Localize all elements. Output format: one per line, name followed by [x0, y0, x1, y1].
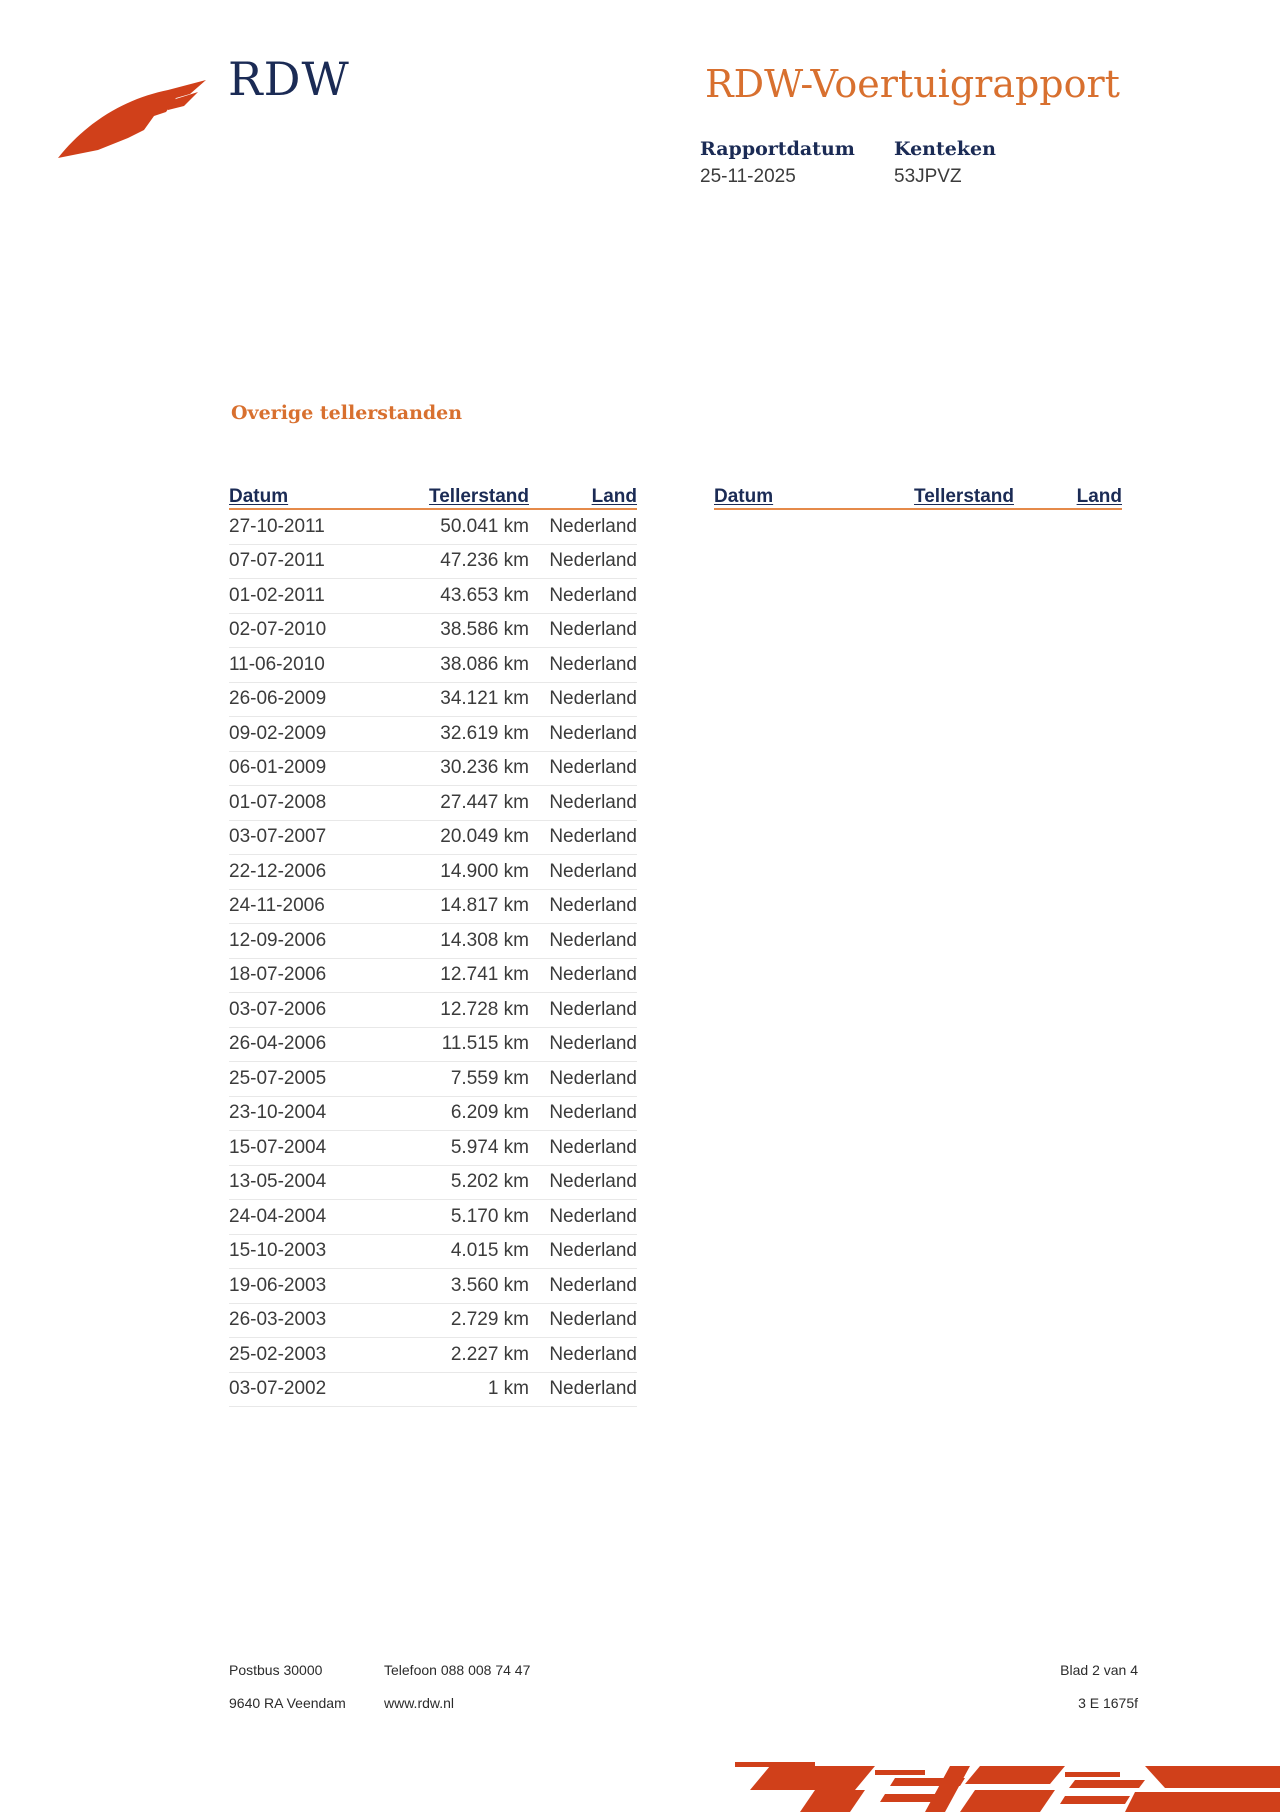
footer-page-number: Blad 2 van 4 — [1060, 1662, 1138, 1678]
cell-datum: 03-07-2006 — [229, 998, 327, 1020]
cell-datum: 09-02-2009 — [229, 722, 327, 744]
cell-tellerstand: 5.974 km — [450, 1136, 529, 1158]
cell-datum: 15-10-2003 — [229, 1240, 327, 1262]
cell-land: Nederland — [549, 619, 637, 641]
cell-tellerstand: 12.728 km — [440, 998, 529, 1020]
footer-website[interactable]: www.rdw.nl — [384, 1695, 455, 1711]
cell-datum: 25-02-2003 — [229, 1343, 327, 1365]
rdw-logo-text: RDW — [228, 52, 350, 106]
cell-tellerstand: 2.729 km — [450, 1309, 529, 1331]
cell-tellerstand: 38.086 km — [440, 653, 529, 675]
table-row — [229, 821, 637, 856]
report-title: RDW-Voertuigrapport — [705, 62, 1120, 106]
table-row — [229, 993, 637, 1028]
cell-land: Nederland — [549, 1033, 637, 1055]
column-header-land: Land — [591, 486, 637, 507]
column-header-datum: Datum — [229, 486, 289, 507]
cell-tellerstand: 3.560 km — [450, 1274, 529, 1296]
cell-tellerstand: 6.209 km — [450, 1102, 529, 1124]
footer-address-line2: 9640 RA Veendam — [229, 1695, 346, 1711]
cell-tellerstand: 27.447 km — [440, 791, 529, 813]
cell-tellerstand: 4.015 km — [450, 1240, 529, 1262]
cell-datum: 27-10-2011 — [229, 515, 325, 537]
odometer-table-left — [229, 480, 637, 1407]
table-header — [229, 480, 637, 510]
table-row — [229, 510, 637, 545]
cell-land: Nederland — [549, 1205, 637, 1227]
table-row — [229, 855, 637, 890]
cell-land: Nederland — [549, 1240, 637, 1262]
cell-land: Nederland — [549, 1171, 637, 1193]
cell-tellerstand: 32.619 km — [440, 722, 529, 744]
cell-land: Nederland — [549, 515, 637, 537]
table-row — [229, 683, 637, 718]
table-row — [229, 1235, 637, 1270]
column-header-tellerstand: Tellerstand — [429, 486, 529, 507]
cell-land: Nederland — [549, 826, 637, 848]
table-row — [229, 752, 637, 787]
table-row — [229, 545, 637, 580]
cell-tellerstand: 1 km — [487, 1378, 529, 1400]
footer-address-line1: Postbus 30000 — [229, 1662, 323, 1678]
cell-tellerstand: 43.653 km — [440, 584, 529, 606]
cell-land: Nederland — [549, 584, 637, 606]
cell-datum: 01-07-2008 — [229, 791, 327, 813]
report-date-value: 25-11-2025 — [700, 166, 796, 187]
column-header-tellerstand: Tellerstand — [914, 486, 1014, 507]
plate-label: Kenteken — [894, 138, 996, 160]
table-row — [229, 1200, 637, 1235]
cell-datum: 26-04-2006 — [229, 1033, 327, 1055]
cell-tellerstand: 20.049 km — [440, 826, 529, 848]
cell-tellerstand: 2.227 km — [450, 1343, 529, 1365]
cell-datum: 07-07-2011 — [229, 550, 325, 572]
cell-datum: 06-01-2009 — [229, 757, 327, 779]
section-title: Overige tellerstanden — [231, 402, 463, 424]
cell-datum: 26-03-2003 — [229, 1309, 327, 1331]
cell-datum: 22-12-2006 — [229, 860, 327, 882]
cell-datum: 12-09-2006 — [229, 929, 327, 951]
table-row — [229, 1131, 637, 1166]
table-row — [229, 1304, 637, 1339]
cell-land: Nederland — [549, 791, 637, 813]
cell-land: Nederland — [549, 929, 637, 951]
rdw-logo-icon — [58, 80, 208, 162]
cell-tellerstand: 30.236 km — [440, 757, 529, 779]
cell-land: Nederland — [549, 1136, 637, 1158]
cell-land: Nederland — [549, 1067, 637, 1089]
table-body — [229, 510, 637, 1407]
cell-datum: 02-07-2010 — [229, 619, 327, 641]
cell-tellerstand: 14.817 km — [440, 895, 529, 917]
table-row — [229, 1097, 637, 1132]
cell-tellerstand: 34.121 km — [440, 688, 529, 710]
cell-land: Nederland — [549, 998, 637, 1020]
cell-datum: 24-11-2006 — [229, 895, 325, 917]
cell-datum: 19-06-2003 — [229, 1274, 327, 1296]
cell-datum: 23-10-2004 — [229, 1102, 327, 1124]
table-row — [229, 1373, 637, 1408]
table-row — [229, 614, 637, 649]
cell-datum: 03-07-2002 — [229, 1378, 327, 1400]
cell-tellerstand: 7.559 km — [450, 1067, 529, 1089]
cell-datum: 03-07-2007 — [229, 826, 327, 848]
cell-datum: 24-04-2004 — [229, 1205, 327, 1227]
cell-land: Nederland — [549, 895, 637, 917]
cell-datum: 13-05-2004 — [229, 1171, 327, 1193]
cell-tellerstand: 14.308 km — [440, 929, 529, 951]
cell-datum: 01-02-2011 — [229, 584, 325, 606]
footer-document-code: 3 E 1675f — [1078, 1695, 1138, 1711]
table-row — [229, 1028, 637, 1063]
odometer-table-right — [714, 480, 1122, 510]
cell-datum: 15-07-2004 — [229, 1136, 327, 1158]
table-row — [229, 890, 637, 925]
cell-tellerstand: 12.741 km — [440, 964, 529, 986]
cell-datum: 18-07-2006 — [229, 964, 327, 986]
cell-datum: 26-06-2009 — [229, 688, 327, 710]
table-row — [229, 579, 637, 614]
cell-land: Nederland — [549, 757, 637, 779]
cell-land: Nederland — [549, 653, 637, 675]
plate-value: 53JPVZ — [894, 166, 962, 187]
decorative-stripes-icon — [735, 1760, 1280, 1812]
cell-land: Nederland — [549, 1309, 637, 1331]
table-header — [714, 480, 1122, 510]
cell-tellerstand: 5.202 km — [450, 1171, 529, 1193]
footer-phone: Telefoon 088 008 74 47 — [384, 1662, 531, 1678]
column-header-land: Land — [1076, 486, 1122, 507]
cell-land: Nederland — [549, 1343, 637, 1365]
cell-land: Nederland — [549, 688, 637, 710]
cell-land: Nederland — [549, 1378, 637, 1400]
cell-land: Nederland — [549, 860, 637, 882]
cell-land: Nederland — [549, 722, 637, 744]
cell-datum: 11-06-2010 — [229, 653, 325, 675]
table-row — [229, 1338, 637, 1373]
cell-land: Nederland — [549, 1102, 637, 1124]
table-row — [229, 717, 637, 752]
table-row — [229, 959, 637, 994]
cell-tellerstand: 47.236 km — [440, 550, 529, 572]
cell-datum: 25-07-2005 — [229, 1067, 327, 1089]
cell-tellerstand: 11.515 km — [441, 1033, 529, 1055]
cell-land: Nederland — [549, 1274, 637, 1296]
cell-land: Nederland — [549, 964, 637, 986]
table-row — [229, 924, 637, 959]
cell-tellerstand: 14.900 km — [440, 860, 529, 882]
report-date-label: Rapportdatum — [700, 138, 855, 160]
table-row — [229, 1166, 637, 1201]
cell-tellerstand: 38.586 km — [440, 619, 529, 641]
cell-tellerstand: 50.041 km — [440, 515, 529, 537]
table-row — [229, 786, 637, 821]
column-header-datum: Datum — [714, 486, 774, 507]
cell-land: Nederland — [549, 550, 637, 572]
table-row — [229, 1062, 637, 1097]
table-row — [229, 648, 637, 683]
cell-tellerstand: 5.170 km — [450, 1205, 529, 1227]
table-row — [229, 1269, 637, 1304]
